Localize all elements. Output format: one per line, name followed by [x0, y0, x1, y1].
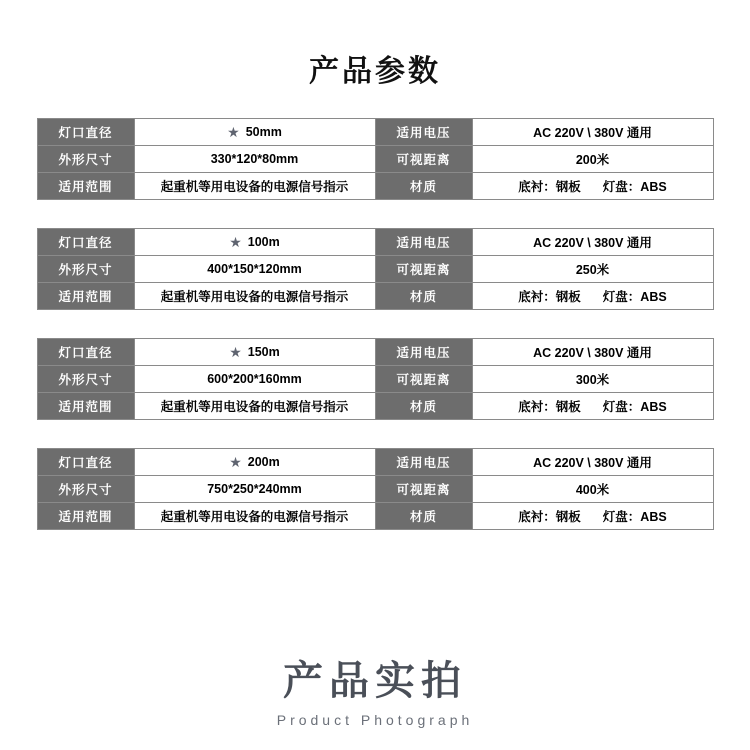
table-row	[37, 366, 713, 393]
star-icon: ★	[227, 123, 240, 140]
table-row	[37, 503, 713, 530]
label-distance: 可视距离	[375, 476, 472, 503]
value-voltage: AC 220V \ 380V 通用	[472, 339, 713, 366]
label-size: 外形尺寸	[37, 476, 134, 503]
value-material	[472, 393, 713, 420]
spec-table	[37, 338, 714, 420]
value-diameter	[134, 229, 375, 256]
value-diameter	[134, 119, 375, 146]
label-voltage: 适用电压	[375, 339, 472, 366]
spec-tables	[0, 118, 750, 530]
table-row	[37, 283, 713, 310]
table-row	[37, 146, 713, 173]
value-size: 750*250*240mm	[134, 476, 375, 503]
value-size: 330*120*80mm	[134, 146, 375, 173]
value-size: 600*200*160mm	[134, 366, 375, 393]
label-voltage: 适用电压	[375, 449, 472, 476]
label-range: 适用范围	[37, 393, 134, 420]
star-icon: ★	[229, 233, 242, 250]
material-disc: 灯盘：ABS	[602, 290, 667, 304]
label-material: 材质	[375, 173, 472, 200]
footer-banner	[0, 656, 750, 728]
label-size: 外形尺寸	[37, 366, 134, 393]
label-diameter: 灯口直径	[37, 119, 134, 146]
star-icon: ★	[229, 453, 242, 470]
star-icon: ★	[229, 343, 242, 360]
value-range: 起重机等用电设备的电源信号指示	[134, 283, 375, 310]
value-distance: 200米	[472, 146, 713, 173]
table-row	[37, 173, 713, 200]
material-backing: 底衬：钢板	[518, 510, 581, 524]
diameter-text: 100m	[247, 234, 280, 249]
diameter-text: 200m	[247, 454, 280, 469]
label-range: 适用范围	[37, 173, 134, 200]
label-size: 外形尺寸	[37, 146, 134, 173]
value-diameter	[134, 339, 375, 366]
label-material: 材质	[375, 393, 472, 420]
table-row	[37, 449, 713, 476]
table-row	[37, 476, 713, 503]
material-backing: 底衬：钢板	[518, 180, 581, 194]
label-distance: 可视距离	[375, 366, 472, 393]
value-distance: 400米	[472, 476, 713, 503]
table-row	[37, 339, 713, 366]
material-disc: 灯盘：ABS	[602, 180, 667, 194]
value-material	[472, 173, 713, 200]
value-voltage: AC 220V \ 380V 通用	[472, 119, 713, 146]
label-diameter: 灯口直径	[37, 449, 134, 476]
footer-title-cn: 产品实拍	[283, 659, 467, 703]
spec-table	[37, 228, 714, 310]
label-voltage: 适用电压	[375, 229, 472, 256]
material-backing: 底衬：钢板	[518, 290, 581, 304]
material-disc: 灯盘：ABS	[602, 400, 667, 414]
label-voltage: 适用电压	[375, 119, 472, 146]
value-material	[472, 283, 713, 310]
label-material: 材质	[375, 503, 472, 530]
spec-table	[37, 448, 714, 530]
label-distance: 可视距离	[375, 256, 472, 283]
value-voltage: AC 220V \ 380V 通用	[472, 229, 713, 256]
spec-table	[37, 118, 714, 200]
value-distance: 300米	[472, 366, 713, 393]
diameter-text: 150m	[247, 344, 280, 359]
label-size: 外形尺寸	[37, 256, 134, 283]
page-title: 产品参数	[309, 55, 441, 88]
table-row	[37, 256, 713, 283]
label-range: 适用范围	[37, 283, 134, 310]
value-range: 起重机等用电设备的电源信号指示	[134, 393, 375, 420]
footer-title-en: Product Photograph	[276, 712, 474, 728]
value-diameter	[134, 449, 375, 476]
label-diameter: 灯口直径	[37, 229, 134, 256]
table-row	[37, 393, 713, 420]
value-range: 起重机等用电设备的电源信号指示	[134, 503, 375, 530]
material-backing: 底衬：钢板	[518, 400, 581, 414]
label-material: 材质	[375, 283, 472, 310]
table-row	[37, 119, 713, 146]
label-diameter: 灯口直径	[37, 339, 134, 366]
material-disc: 灯盘：ABS	[602, 510, 667, 524]
diameter-text: 50mm	[245, 124, 282, 139]
table-row	[37, 229, 713, 256]
value-distance: 250米	[472, 256, 713, 283]
label-range: 适用范围	[37, 503, 134, 530]
value-range: 起重机等用电设备的电源信号指示	[134, 173, 375, 200]
value-size: 400*150*120mm	[134, 256, 375, 283]
label-distance: 可视距离	[375, 146, 472, 173]
value-voltage: AC 220V \ 380V 通用	[472, 449, 713, 476]
value-material	[472, 503, 713, 530]
